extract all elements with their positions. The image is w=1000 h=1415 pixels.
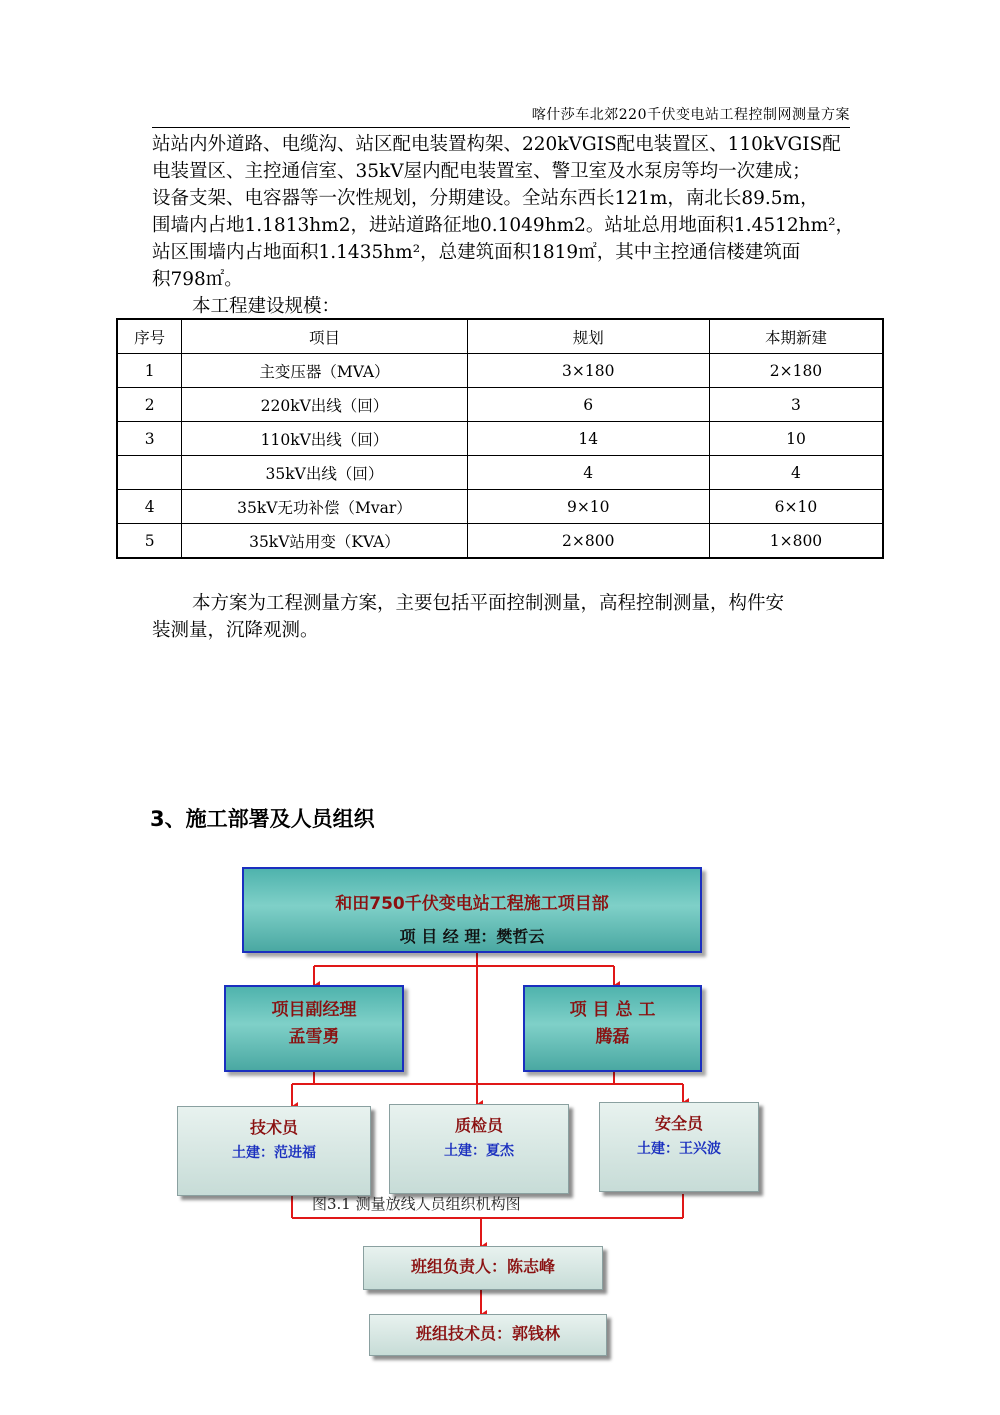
safety-officer-name: 土建：王兴波 <box>637 1141 721 1157</box>
figure-caption: 图3.1 测量放线人员组织机构图 <box>312 1195 521 1213</box>
intro-line: 设备支架、电容器等一次性规划，分期建设。全站东西长121m，南北长89.5m， <box>152 188 819 209</box>
deputy-manager-box <box>224 985 404 1072</box>
table-cell: 2×800 <box>467 524 709 559</box>
column-header: 序号 <box>117 319 182 354</box>
team-leader-box: 班组负责人：陈志峰 <box>363 1246 603 1290</box>
technician-role: 技术员 <box>249 1118 298 1137</box>
chief-engineer-box <box>523 985 702 1072</box>
table-cell: 4 <box>117 490 182 524</box>
project-dept-box <box>242 867 702 953</box>
table-cell: 9×10 <box>467 490 709 524</box>
intro-line: 积798㎡。 <box>152 269 243 290</box>
table-cell: 5 <box>117 524 182 559</box>
table-cell: 1 <box>117 354 182 388</box>
scale-label: 本工程建设规模： <box>192 296 341 317</box>
deputy-manager-name: 孟雪勇 <box>288 1027 340 1047</box>
table-cell: 4 <box>709 456 883 490</box>
project-manager: 项 目 经 理：樊哲云 <box>399 927 545 946</box>
safety-officer-role: 安全员 <box>654 1114 703 1133</box>
table-cell: 3×180 <box>467 354 709 388</box>
deputy-manager-role: 项目副经理 <box>271 1000 357 1020</box>
section-title: 3、施工部署及人员组织 <box>150 807 375 831</box>
team-technician-box: 班组技术员：郭钱林 <box>369 1314 607 1356</box>
table-cell: 220kV出线（回） <box>182 388 467 422</box>
table-cell: 3 <box>709 388 883 422</box>
summary-line: 装测量，沉降观测。 <box>152 620 319 641</box>
column-header: 项目 <box>182 319 467 354</box>
table-cell: 6×10 <box>709 490 883 524</box>
technician-name: 土建：范进福 <box>232 1145 316 1161</box>
safety-officer-box <box>599 1102 759 1192</box>
chief-engineer-role: 项 目 总 工 <box>569 1000 656 1020</box>
column-header: 规划 <box>467 319 709 354</box>
intro-line: 站区围墙内占地面积1.1435hm²，总建筑面积1819㎡，其中主控通信楼建筑面 <box>152 242 801 263</box>
inspector-name: 土建：夏杰 <box>444 1143 514 1159</box>
table-cell: 1×800 <box>709 524 883 559</box>
technician-box <box>177 1106 371 1196</box>
table-cell: 主变压器（MVA） <box>182 354 467 388</box>
chief-engineer-name: 腾磊 <box>595 1027 630 1047</box>
summary-line: 本方案为工程测量方案，主要包括平面控制测量，高程控制测量，构件安 <box>192 593 785 614</box>
table-cell: 4 <box>467 456 709 490</box>
table-cell: 35kV无功补偿（Mvar） <box>182 490 467 524</box>
table-cell: 10 <box>709 422 883 456</box>
column-header: 本期新建 <box>709 319 883 354</box>
table-cell: 110kV出线（回） <box>182 422 467 456</box>
intro-line: 站站内外道路、电缆沟、站区配电装置构架、220kVGIS配电装置区、110kVGIS配 <box>152 134 841 155</box>
table-cell: 6 <box>467 388 709 422</box>
table-cell: 14 <box>467 422 709 456</box>
inspector-box <box>389 1104 569 1194</box>
table-cell: 35kV出线（回） <box>182 456 467 490</box>
table-cell: 2 <box>117 388 182 422</box>
table-cell: 35kV站用变（KVA） <box>182 524 467 559</box>
inspector-role: 质检员 <box>454 1116 503 1135</box>
intro-line: 围墙内占地1.1813hm2，进站道路征地0.1049hm2。站址总用地面积1.4512hm²， <box>152 215 855 236</box>
table-cell: 2×180 <box>709 354 883 388</box>
project-dept-title: 和田750千伏变电站工程施工项目部 <box>335 894 609 914</box>
intro-line: 电装置区、主控通信室、35kV屋内配电装置室、警卫室及水泵房等均一次建成； <box>152 161 811 182</box>
page-header: 喀什莎车北郊220千伏变电站工程控制网测量方案 <box>152 104 850 128</box>
table-cell: 3 <box>117 422 182 456</box>
